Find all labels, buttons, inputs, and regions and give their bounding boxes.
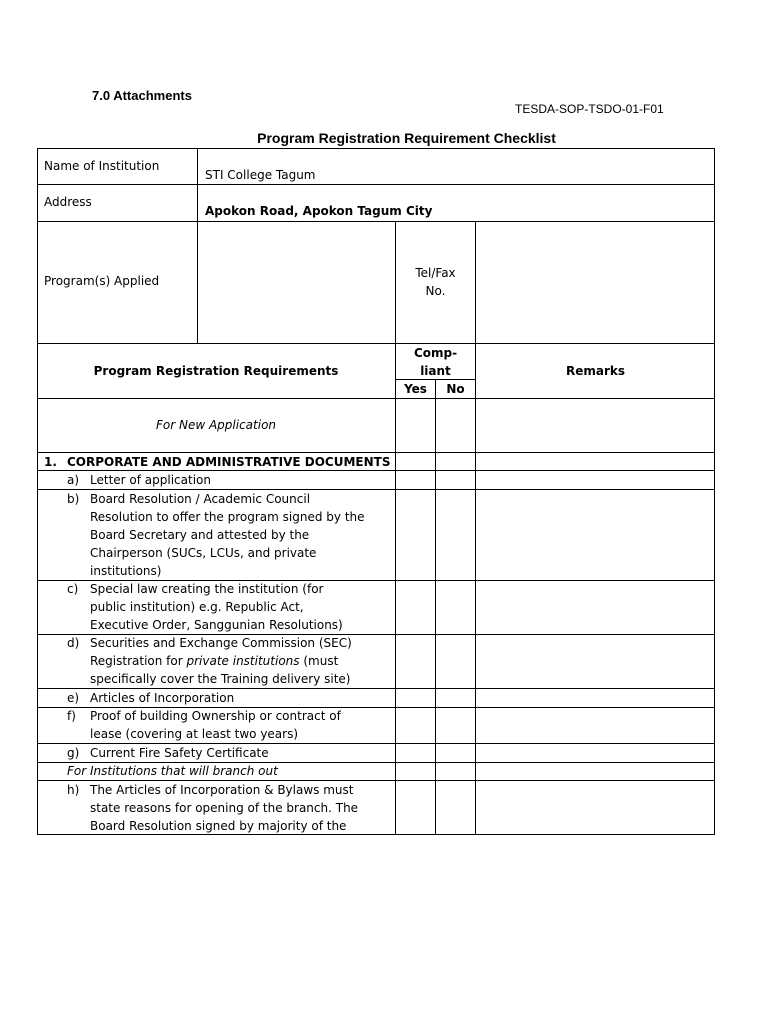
programs-applied-label: Program(s) Applied bbox=[44, 274, 160, 288]
item-letter: a) bbox=[67, 473, 80, 487]
item-letter: h) bbox=[67, 783, 80, 797]
section-title: CORPORATE AND ADMINISTRATIVE DOCUMENTS bbox=[67, 455, 391, 469]
item-letter: b) bbox=[67, 492, 80, 506]
item-letter: g) bbox=[67, 746, 80, 760]
item-letter: f) bbox=[67, 709, 76, 723]
item-letter: e) bbox=[67, 691, 80, 705]
list-item: Articles of Incorporation bbox=[90, 691, 235, 705]
no-header: No bbox=[446, 382, 465, 396]
list-item: Special law creating the institution (for public institution) e.g. Republic Act, Executive Order, Sanggunian Resolutions) bbox=[90, 582, 343, 632]
section-number: 1. bbox=[44, 455, 57, 469]
name-of-institution-label: Name of Institution bbox=[44, 159, 160, 173]
institution-name-value: STI College Tagum bbox=[205, 168, 316, 182]
list-item: Current Fire Safety Certificate bbox=[90, 746, 269, 760]
list-item: Securities and Exchange Commission (SEC) Registration for private institutions (must specifically cover the Training delivery site) bbox=[90, 636, 352, 686]
list-item: The Articles of Incorporation & Bylaws must state reasons for opening of the branch. The Board Resolution signed by majority of the bbox=[90, 783, 359, 833]
remarks-header: Remarks bbox=[565, 364, 626, 378]
address-label: Address bbox=[44, 195, 92, 209]
branch-note: For Institutions that will branch out bbox=[67, 764, 278, 778]
new-application-label: For New Application bbox=[155, 418, 277, 432]
address-value: Apokon Road, Apokon Tagum City bbox=[205, 204, 433, 218]
list-item: Letter of application bbox=[90, 473, 211, 487]
section-heading: 7.0 Attachments bbox=[92, 88, 192, 103]
document-code: TESDA-SOP-TSDO-01-F01 bbox=[515, 102, 664, 116]
yes-header: Yes bbox=[404, 382, 427, 396]
list-item: Proof of building Ownership or contract of lease (covering at least two years) bbox=[90, 709, 341, 741]
item-letter: c) bbox=[67, 582, 79, 596]
requirements-header: Program Registration Requirements bbox=[93, 364, 339, 378]
item-letter: d) bbox=[67, 636, 80, 650]
list-item: Board Resolution / Academic Council Resolution to offer the program signed by the Board Secretary and attested by the Chairperson (SUCs, LCUs, and private institutions) bbox=[90, 492, 365, 578]
compliant-header: Comp- liant bbox=[413, 346, 458, 378]
checklist-title: Program Registration Requirement Checklist bbox=[257, 130, 556, 146]
tel-fax-label: Tel/Fax No. bbox=[415, 266, 456, 298]
